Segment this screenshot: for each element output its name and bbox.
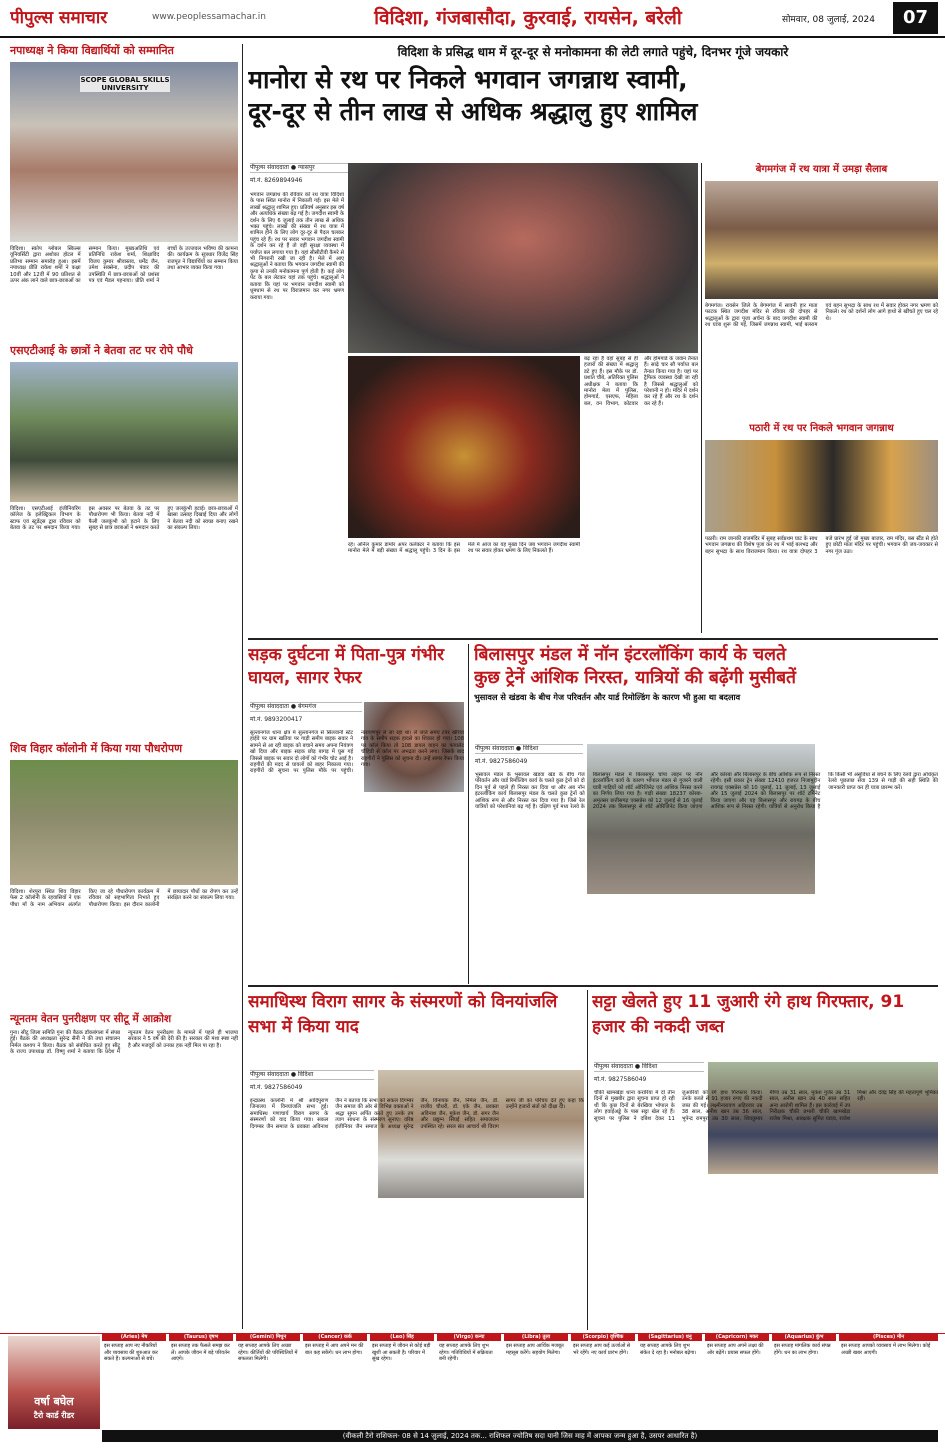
- zodiac-name: (Taurus) वृषभ: [169, 1333, 233, 1341]
- story-body: विदिशा। स्कोप ग्लोबल स्किल्स यूनिवर्सिटी द्वारा अशोका होटल में प्रतिभा सम्मान समारोह हुआ। इसमें नपाध्यक्ष प्रीति राकेश शर्मा ने कक्षा 10वीं और 12वीं में 90 प्रतिशत से ऊपर अंक लाने वाले छात्र-छात्राओं का सम्मान किया। मुख्यअतिथि एवं प्रतिनिधि राकेश शर्मा, शिक्षाविद विजय कुमार श्रीवास्तव, धर्मेंद्र जैन, उमेश सक्सेना, प्रदीप पंवार की उपस्थिति में छात्र-छात्राओं को प्रशंसा पत्र एवं मैडल पहनाया। प्रीति शर्मा ने बच्चों के उज्जवल भविष्य की कामना की। कार्यक्रम के सूत्रधार विजेंद्र सिंह राजपूत ने विद्यार्थियों का सम्मान किया तथा आभार व्यक्त किया गया।: [10, 246, 238, 285]
- satta-mobile: मो.नं. 9827586049: [594, 1076, 647, 1083]
- website[interactable]: www.peoplessamachar.in: [152, 12, 266, 22]
- zodiac-name: (Sagittarius) धनु: [638, 1333, 702, 1341]
- zodiac-leo: [370, 1333, 434, 1428]
- zodiac-aquarius: [772, 1333, 836, 1428]
- pathari-story: [705, 422, 938, 634]
- zodiac-name: (Leo) सिंह: [370, 1333, 434, 1341]
- zodiac-text: इस सप्ताह आप आर्थिक मजबूत महसूस करेंगे। सहयोग मिलेगा।: [506, 1343, 564, 1356]
- zodiac-text: यह सप्ताह आपके लिए अच्छा रहेगा। कीर्तियों की परिस्थितियों में सफलता मिलेगी।: [238, 1343, 298, 1362]
- rail-mobile: मो.नं. 9827586049: [475, 758, 528, 765]
- zodiac-text: यह सप्ताह आपके लिए शुभ रहेगा। गतिविधियों में सक्रियता बनी रहेगी।: [439, 1343, 493, 1362]
- story-body: विदिशा। शेरपुरा स्थित शिव विहार फेस 2 कॉलोनी के रहवासियों ने एक पौधा माँ के नाम अभियान अंतर्गत किए जा रहे पौधारोपण कार्यक्रम में रविवार को सहभागिता निभाते हुए पौधारोपण किया। इस दौरान कालोनी में छायादार पौधों का रोपण कर उन्हें संरक्षित करने का संकल्प लिया गया।: [10, 889, 238, 908]
- main-caption: रहे। अनिल कुमार डामोर अपर कलेक्टर ने बताया कि इस मानोरा मेले में बड़ी संख्या में श्रद्धालु पहुंचे। 3 दिन के इस मेले में आज का यह मुख्य दिन जब भगवान जगदीश स्वामी रथ पर सवार होकर भ्रमण के लिए निकलते हैं।: [348, 542, 580, 555]
- zodiac-sagittarius: [638, 1333, 702, 1428]
- brand-name: पीपुल्स समाचार: [10, 8, 108, 28]
- felicitation-photo: [10, 62, 238, 242]
- zodiac-text: इस सप्ताह मांगलिक कार्य संपन्न होंगे। धन का लाभ होगा।: [774, 1343, 831, 1356]
- story-headline: पठारी में रथ पर निकले भगवान जगन्नाथ: [749, 423, 894, 434]
- satta-byline: पीपुल्स संवाददाता ● विदिशा: [594, 1062, 704, 1072]
- reader-name: वर्षा बघेल: [34, 1395, 74, 1408]
- story-headline: समाधिस्थ विराग सागर के संस्मरणों को विनयांजलि सभा में किया याद: [248, 992, 558, 1037]
- rail-subhead: भुसावल से खंडवा के बीच गेज परिवर्तन और यार्ड रिमोल्डिंग के कारण भी हुआ था बदलाव: [474, 692, 741, 702]
- main-body: भगवान जगन्नाथ की रविवार को रथ यात्रा विदिशा के पास स्थित मानोरा में निकाली गई। इस मेले में लाखों श्रद्धालु शामिल हुए। प्रतिवर्ष अनुसार इस वर्ष और अत्यधिक संख्या बढ़ गई है। जगदीश स्वामी के दर्शन के लिए 6 जुलाई तक तीन लाख से अधिक भक्त पहुंचे। लाखों की संख्या में रथ यात्रा में शामिल होने के लिए लोग दूर-दूर से पैदल चलकर पहुंच रहे हैं। रथ पर सवार भगवान जगदीश स्वामी के दर्शन कर रहे हैं तो वहीं सुरक्षा व्यवस्था में पर्याप्त बल लगाया गया है। यहां सीसीटीवी कैमरे से भी निगरानी रखी जा रही है। मेले में आए श्रद्धालुओं ने बताया कि भगवान जगदीश स्वामी की कृपा से उनकी मनोकामना पूर्ण होती है। कई लोग पेट के बल लेटकर यहां तक पहुंचे। श्रद्धालुओं ने बताया कि यहां पर भगवान जगदीश स्वामी को धूमधाम से रथ पर विराजमान कर नगर भ्रमण कराया गया।: [250, 192, 344, 301]
- edition-title: विदिशा, गंजबासौदा, कुरवाई, रायसेन, बरेली: [374, 7, 682, 29]
- accident-byline: पीपुल्स संवाददाता ● बेगमगंज: [250, 702, 362, 712]
- left-story-3: [10, 742, 238, 1008]
- zodiac-pisces: [839, 1333, 938, 1428]
- side-divider: [701, 163, 702, 633]
- zodiac-gemini: [236, 1333, 300, 1428]
- edition-date: सोमवार, 08 जुलाई, 2024: [782, 15, 876, 25]
- main-kicker: विदिशा के प्रसिद्ध धाम में दूर-दूर से मनोकामना की लेटी लगाते पहुंचे, दिनभर गूंजे जयकारे: [397, 45, 789, 59]
- deity-idols-photo: [348, 356, 580, 538]
- tarot-reader-panel: [8, 1336, 100, 1429]
- samadhi-mobile: मो.नं. 9827586049: [250, 1084, 303, 1091]
- rail-body: भुसावल मंडल के भुसावल खंडवा खंड के बीच गेज परिवर्तन और यार्ड रिमोल्डिंग कार्य के चलते कुछ ट्रेनों को दो दिन पूर्व से पहले ही निरस्त कर दिया था और अब नॉन इंटरलॉकिंग कार्य बिलासपुर मंडल के चलते कुछ ट्रेनों को आंशिक रूप से और निरस्त कर दिया गया है। जिसे रेल यात्रियों को परेशानियां बढ़ गई है। दक्षिण पूर्व मध्य रेलवे के बिलासपुर मंडल में बिलासपुर चांपा लाइन पर नॉन इंटरलॉकिंग कार्य के कारण भोपाल मंडल से गुजरने वाली यात्री गाड़ियों को शॉर्ट ओरिजिनेट एवं आंशिक निरस्त करने का निर्णय लिया गया है। गाड़ी संख्या 18237 कोरबा-अमृतसर छत्तीसगढ़ एक्सप्रेस को 12 जुलाई से 16 जुलाई 2024 तक बिलासपुर से शॉर्ट ओरिजिनेट किया जाएगा और कोरबा और बिलासपुर के बीच आंशिक रूप से निरस्त रहेगी। इसी प्रकार ट्रेन संख्या 12410 हजरत निजामुद्दीन रायगढ़ एक्सप्रेस को 10 जुलाई, 11 जुलाई, 13 जुलाई और 15 जुलाई 2024 को बिलासपुर पर शॉर्ट टर्मिनेट किया जाएगा और यह बिलासपुर और रायगढ़ के बीच आंशिक रूप से निरस्त रहेगी। यात्रियों से अनुरोध किया है कि किसी भी असुविधा से बचने के लिए रेलवे द्वारा अधिकृत रेलवे पूछताछ सेवा 139 से गाड़ी की सही स्थिति की जानकारी प्राप्त कर ही यात्रा प्रारम्भ करें।: [475, 772, 938, 811]
- zodiac-name: (Aquarius) कुंभ: [772, 1333, 836, 1341]
- zodiac-aries: [102, 1333, 166, 1428]
- rail-byline: पीपुल्स संवाददाता ● विदिशा: [475, 744, 583, 754]
- plantation-photo: [10, 362, 238, 502]
- satta-body: चौकी खामखेड़ा थाना करारिया में दो तीन दिनों से मुखबीर द्वारा सूचना प्राप्त हो रही थी कि कुछ दिनों से बेरखिया भोपाल के लोग हवाईअड्डे के पास सट्टा खेल रहे हैं। सूचना पर पुलिस ने दबिश देकर 11 जुआरियों को रंगे हाथ गिरफ्तार किया। उनके कब्जे से 91 हजार रुपए की नकदी जब्त की गई। लक्ष्मीनारायण अहिरवार उम्र 38 साल, अनीश खान उम्र 36 साल, भूपेन्द्र रामपुरा उम्र 30 साल, शिवकुमार मीणा उम्र 31 साल, मुकेश गुर्जर उम्र 31 साल, अनीस खान उम्र 40 साल सहित अन्य आरोपी शामिल हैं। इस कार्रवाई में उप निरीक्षक चौकी प्रभारी चौकी खामखेड़ा राजेश मिश्रा, आरक्षक सुमित यादव, राजेश मिश्रा और देवेंद्र सिंह की महत्वपूर्ण भूमिका रही।: [594, 1090, 938, 1122]
- page-number: 07: [893, 2, 938, 34]
- zodiac-text: इस सप्ताह तक फैसले समझ कर लें। आपके जीवन में बड़े परिवर्तन आएंगे।: [171, 1343, 230, 1362]
- brand-logo: [10, 4, 150, 32]
- zodiac-name: (Pisces) मीन: [839, 1333, 938, 1341]
- begumganj-story: [705, 163, 938, 418]
- story-headline: एसएटीआई के छात्रों ने बेतवा तट पर रोपे पौधे: [10, 344, 193, 357]
- zodiac-text: इस सप्ताह आप अपने लक्ष्य की ओर बढ़ेंगे। प्रयास सफल होंगे।: [707, 1343, 764, 1356]
- section-rule: [248, 638, 938, 640]
- section-rule: [248, 985, 938, 987]
- rath-yatra-crowd-photo: [348, 163, 698, 353]
- story-body: गुना। सीटू जिला समिति गुना की बैठक डॉकबंगला में संपन्न हुई। बैठक की अध्यक्षता सुरेन्द्र सैनी ने की तथा संचालन निर्मल कश्यप ने किया। बैठक को संबोधित करते हुए सीटू के राज्य उपाध्यक्ष डॉ. विष्णु शर्मा ने बताया कि प्रदेश में न्यूनतम वेतन पुनरीक्षण के मामले में पहले ही भाजपा सरकार ने 5 वर्ष की देरी की है। सरकार की मंशा स्पष्ट नहीं है और मजदूरों को उनका हक नहीं मिल पा रहा है।: [10, 1030, 238, 1056]
- horoscope-footer: (वीकली टैरो राशिफल- 08 से 14 जुलाई, 2024 तक... राशिफल ज्योतिष सदा यानी जिस माह में आपका जन्म हुआ है, उसपर आधारित है): [102, 1430, 938, 1442]
- story-body: पठारी। राम जानकी राजमंदिर में सुबह सर्वप्रथम घाट के साथ भगवान जगन्नाथ की विशेष पूजा कर रथ में भाई बलभद्र और बहन सुभद्रा के साथ विराजमान किया। रथ यात्रा दोपहर 3 बजे प्रारंभ हुई जो मुख्य बाजार, राम मंदिर, बस स्टैंड से होते हुए छोटी माता मंदिर पर पहुंची। भगवान की जय-जयकार से नगर गूंज उठा।: [705, 536, 938, 555]
- story-headline: सड़क दुर्घटना में पिता-पुत्र गंभीर घायल, सागर रेफर: [248, 645, 445, 688]
- begumganj-rath-photo: [705, 181, 938, 299]
- story-headline: बेगमगंज में रथ यात्रा में उमड़ा सैलाब: [755, 164, 888, 175]
- banner-text: SCOPE GLOBAL SKILLS UNIVERSITY: [80, 76, 170, 92]
- main-col5: बढ़ रहा है वहां सुबह से ही हजारों की संख्या में श्रद्धालु डटे हुए हैं। इस मौके पर डॉ. प्रशांत चौबे, अतिरिक्त पुलिस अधीक्षक ने बताया कि मानोरा मेला में पुलिस, होमगार्ड, एसएफ, महिला बल, वन विभाग, कोटवार और होमगार्ड के जवान तैनात हैं। साढ़े चार सौ पर्याप्त बल तैनात किया गया है। यहां पर ट्रैफिक व्यवस्था देखी जा रही है जिससे श्रद्धालुओं को परेशानी न हो। मंदिर में दर्शन कर रहे हैं और रथ के दर्शन कर रहे हैं।: [584, 356, 698, 407]
- zodiac-name: (Gemini) मिथुन: [236, 1333, 300, 1341]
- left-story-1: [10, 44, 238, 339]
- left-story-4: [10, 1012, 238, 1330]
- edition-banner: [278, 2, 778, 34]
- reader-title: टैरो कार्ड रीडर: [33, 1411, 75, 1420]
- zodiac-capricorn: [705, 1333, 769, 1428]
- column-divider: [587, 990, 588, 1330]
- masthead: [0, 0, 945, 38]
- main-mobile: मो.नं. 8269894946: [250, 177, 303, 184]
- zodiac-name: (Virgo) कन्या: [437, 1333, 501, 1341]
- zodiac-text: इस सप्ताह आप कई ऊर्जाओं से भरे रहेंगे। नए कार्य प्रारंभ होंगे।: [573, 1343, 631, 1356]
- rail-headline-1: बिलासपुर मंडल में नॉन इंटरलॉकिंग कार्य के चलते: [474, 645, 786, 665]
- accident-body: सुल्तानगंज थाना क्षेत्र में सुल्तानगंज से सिलवानी स्टेट हाईवे पर ग्राम खतिया पर गाड़ी समीप बाइक सवार ने सामने से आ रही बाइक को बचाने समय अपना नियंत्रण खो दिया और बाइक सड़क छोड़ बागड़ में घुस गई जिससे बाइक पर सवार दो लोगों को गंभीर चोट आई है। राहगीरों की मदद से घायलों को बाहर निकाला गया। राहगीरों की सूचना पर पुलिस मौके पर पहुंची। नारायणपुर ले जा रहा था। ले जाते समय टपर खेरिया गांव के समीप सड़क हादसे का शिकार हो गया। 108 पर कॉल किया तो 108 डायल वाहन का फायलेट चौहिडी से कॉल पर अभद्रता करने लगा। जिसके बाद राहगीरों ने पुलिस को सूचना दी। उन्हें सागर रेफर किया गया।: [250, 730, 464, 775]
- zodiac-name: (Cancer) कर्क: [303, 1333, 367, 1341]
- zodiac-text: इस सप्ताह आप नए नौकरियों और व्यवसाय की शुरुआत कर सकते हैं। कल्पनाओं से बचें।: [104, 1343, 158, 1362]
- zodiac-text: इस सप्ताह में जीवन से कोई बड़ी खुशी आ सकती है। परिवार में सुख रहेगा।: [372, 1343, 431, 1362]
- zodiac-libra: [504, 1333, 568, 1428]
- column-divider: [242, 44, 243, 1329]
- colony-plantation-photo: [10, 760, 238, 885]
- zodiac-scorpio: [571, 1333, 635, 1428]
- zodiac-name: (Scorpio) वृश्चिक: [571, 1333, 635, 1341]
- zodiac-virgo: [437, 1333, 501, 1428]
- rail-headline-2: कुछ ट्रेनें आंशिक निरस्त, यात्रियों की बढ़ेंगी मुसीबतें: [474, 668, 797, 688]
- main-headline-2: दूर-दूर से तीन लाख से अधिक श्रद्धालु हुए शामिल: [248, 97, 698, 126]
- main-byline: पीपुल्स संवाददाता ● ग्यासपुर: [250, 163, 435, 173]
- samadhi-body: इन्द्रप्रस्थ कालोनी में श्री आदिपुराण जिनालय में विनयांजलि सभा हुई। समाधिस्थ गणाचार्य विराग सागर के संस्मरणों को याद किया गया। सकल दिगम्बर जैन समाज के प्रवक्ता अविनाश जैन ने बताया कि सभा को सकल दिगम्बर जैन समाज की ओर से विभिन्न वक्ताओं ने श्रद्धा सुमन अर्पित करते हुए उनके तप त्याग साधना के संस्मरण सुनाए। वरिष्ठ इंजीनियर जैन समाज के अध्यक्ष सुरेन्द्र जैन, विनायक जैन, निर्मल जैन, डॉ. राजीव चौधरी, डॉ. एके जैन, प्रवक्ता अविनाश जैन, मुकेश जैन, डॉ. सगर जैन और प्रद्युम्न सिंघई सहित समाजजन उपस्थित रहे। सरल संत आचार्य श्री विराग सागर जी का परिचय देते हुए कहा कि उन्होंने हजारों संतों को दीक्षा दी।: [250, 1098, 584, 1130]
- story-headline: शिव विहार कॉलोनी में किया गया पौधरोपण: [10, 742, 183, 755]
- main-headline-1: मानोरा से रथ पर निकले भगवान जगन्नाथ स्वामी,: [248, 65, 688, 94]
- column-divider: [468, 644, 469, 984]
- left-story-2: [10, 344, 238, 738]
- zodiac-text: यह सप्ताह आपके लिए शुभ संकेत दे रहा है। मनोबल बढ़ेगा।: [640, 1343, 697, 1356]
- zodiac-cancer: [303, 1333, 367, 1428]
- samadhi-byline: पीपुल्स संवाददाता ● विदिशा: [250, 1070, 374, 1080]
- zodiac-taurus: [169, 1333, 233, 1428]
- pathari-deity-photo: [705, 440, 938, 532]
- zodiac-name: (Libra) तुला: [504, 1333, 568, 1341]
- accident-mobile: मो.नं. 9893200417: [250, 716, 303, 723]
- story-body: विदिशा। एसएटीआई इंजीनियरिंग कॉलेज के इलेक्ट्रिकल विभाग के स्टाफ एवं स्टूडेंट्स द्वारा रविवार को बेतवा के तट पर श्रमदान किया गया। इस अवसर पर बेतवा के तट पर पौधारोपण भी किया। बेतवा नदी में फैली जलकुंभी को हटाने के लिए सुबह से छात्र छात्राओं ने श्रमदान करते हुए जलकुंभी हटाई। छात्र-छात्राओं में खासा उत्साह दिखाई दिया और लोगों ने बेतवा नदी को स्वच्छ बनाए रखने का संकल्प लिया।: [10, 506, 238, 532]
- story-headline: न्यूनतम वेतन पुनरीक्षण पर सीटू में आक्रोश: [10, 1013, 172, 1025]
- story-headline: सट्टा खेलते हुए 11 जुआरी रंगे हाथ गिरफ्तार, 91 हजार की नकदी जब्त: [592, 992, 905, 1037]
- zodiac-text: इस सप्ताह में आप अपने मन की बात कह सकेंगे। धन लाभ होगा।: [305, 1343, 364, 1356]
- zodiac-name: (Aries) मेष: [102, 1333, 166, 1341]
- story-headline: नपाध्यक्ष ने किया विद्यार्थियों को सम्मानित: [10, 44, 174, 57]
- zodiac-text: इस सप्ताह आपको व्यवसाय में लाभ मिलेगा। कोई अच्छी खबर आएगी।: [841, 1343, 931, 1356]
- story-body: बेगमगंज। रायसेन जिले के बेगमगंज में सावनी हार माता फाटक स्थित जगदीश मंदिर से रविवार की दोपहर से श्रद्धालुओं के द्वारा पूजा अर्चना के बाद जगदीश स्वामी की रथ यात्रा शुरू की गई, जिसमें जगन्नाथ स्वामी, भाई बलराम एवं बहन सुभद्रा के साथ रथ में सवार होकर नगर भ्रमण को निकले। रथ को दर्शनों लोग आगे हाथो से खींचते हुए चल रहे थे।: [705, 303, 938, 329]
- zodiac-name: (Capricorn) मकर: [705, 1333, 769, 1341]
